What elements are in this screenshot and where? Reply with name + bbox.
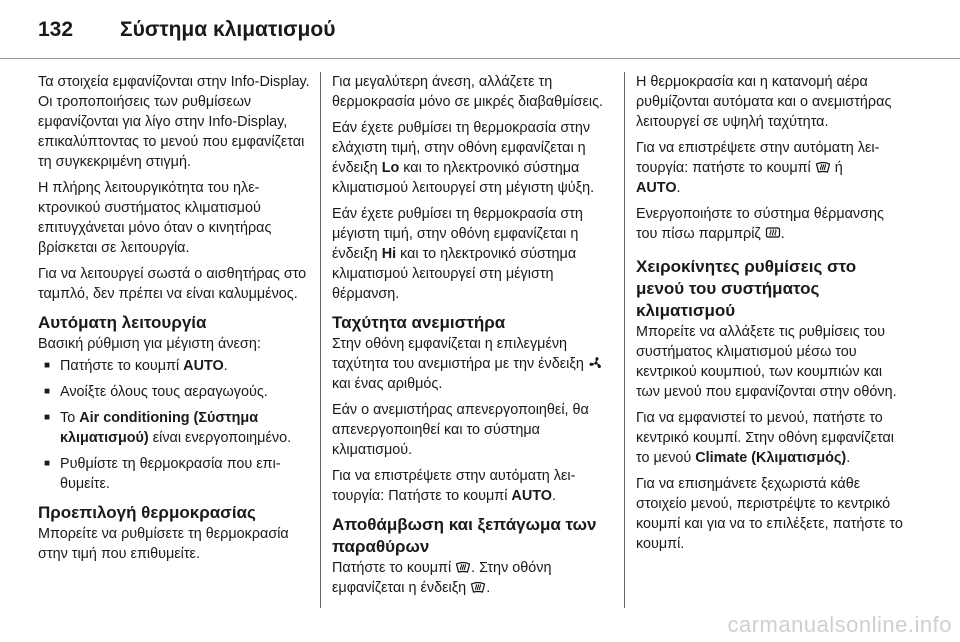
paragraph: Για να λειτουργεί σωστά ο αισθητήρας στο ταμπλό, δεν πρέπει να είναι καλυμμένος. — [38, 266, 307, 302]
header-rule — [0, 58, 960, 59]
paragraph — [332, 466, 612, 506]
text: . — [846, 450, 851, 466]
text: Πατήστε το κουμπί — [332, 560, 456, 576]
paragraph: Μπορείτε να αλλάξετε τις ρυθμίσεις του συστήματος κλιματισμού μέσω του κεντρικού κουμπιού, των κουμπιών και των μενού που εμφανίζονται στην οθόνη. — [636, 324, 897, 400]
text: . — [223, 358, 228, 374]
text: . — [486, 580, 491, 596]
text: Ενεργοποιήστε το σύστημα θέρμανσης του πίσω παρμπρίζ — [636, 206, 884, 242]
text: Στην οθόνη εμφανίζεται η επιλεγμένη ταχύτητα του ανεμιστήρα με την ένδειξη — [332, 336, 588, 372]
paragraph: Η πλήρης λειτουργικότητα του ηλεκτρονικού συστήματος κλιματισμού επιτυγχάνεται μόνο όταν ο κινητήρας βρίσκεται σε λειτουργία. — [38, 180, 272, 256]
page-title: Σύστημα κλιματισμού — [120, 18, 336, 41]
heading-auto-mode: Αυτόματη λειτουργία — [38, 313, 207, 332]
paragraph — [636, 204, 908, 244]
column-1 — [38, 72, 310, 570]
page-header — [38, 18, 335, 42]
paragraph: Τα στοιχεία εμφανίζονται στην Info-Display. Οι τροποποιήσεις των ρυθμίσεων εμφανίζονται για λίγο στην Info-Display, επικαλύπτοντας το μενού που εμφανίζεται τη συγκεκριμένη στιγμή. — [38, 74, 310, 170]
paragraph: Για μεγαλύτερη άνεση, αλλάζετε τη θερμοκρασία μόνο σε μικρές διαβαθμίσεις. — [332, 74, 604, 110]
windscreen-defrost-icon — [815, 160, 831, 174]
paragraph — [636, 138, 908, 198]
text: είναι ενεργοποιημένο. — [148, 430, 292, 446]
paragraph: Μπορείτε να ρυθμίσετε τη θερμοκρασία στην τιμή που επιθυμείτε. — [38, 526, 289, 562]
column-3 — [636, 72, 908, 560]
paragraph — [332, 118, 612, 198]
paragraph: Βασική ρύθμιση για μέγιστη άνεση: — [38, 336, 261, 352]
auto-label: AUTO — [183, 358, 224, 374]
windscreen-defrost-icon — [470, 580, 486, 594]
heading-defrost: Αποθάμβωση και ξεπάγωμα των παραθύρων — [332, 515, 597, 556]
auto-steps-list — [38, 356, 310, 494]
text: Για να επιστρέψετε στην αυτόματη λειτουργία: Πατήστε το κουμπί — [332, 468, 576, 504]
climate-menu-label: Climate (Κλιματισμός) — [695, 450, 847, 466]
paragraph: Εάν ο ανεμιστήρας απενεργοποιηθεί, θα απενεργοποιηθεί και το σύστημα κλιματισμού. — [332, 402, 589, 458]
text: Ανοίξτε όλους τους αεραγωγούς. — [60, 384, 268, 400]
paragraph — [332, 204, 612, 304]
text: . — [551, 488, 556, 504]
text: . — [780, 226, 785, 242]
heading-fan-speed: Ταχύτητα ανεμιστήρα — [332, 313, 506, 332]
heading-temperature-preset: Προεπιλογή θερμοκρασίας — [38, 503, 256, 522]
text: Το — [60, 410, 80, 426]
list-item — [38, 356, 310, 376]
page-number: 132 — [38, 18, 74, 41]
text: Για να επιστρέψετε στην αυτόματη λειτουργία: πατήστε το κουμπί — [636, 140, 880, 176]
text: και το ηλεκτρονικό σύστημα κλιματισμού λειτουργεί στη μέγιστη θέρμανση. — [332, 246, 577, 302]
paragraph — [332, 334, 612, 394]
text: Πατήστε το κουμπί — [60, 358, 184, 374]
list-item — [38, 454, 310, 494]
text: Εάν έχετε ρυθμίσει τη θερμοκρασία στη μέγιστη τιμή, στην οθόνη εμφανίζεται η ένδειξη — [332, 206, 583, 262]
column-2 — [332, 72, 612, 604]
text: και ένας αριθμός. — [332, 376, 443, 392]
column-divider-2 — [624, 72, 625, 608]
text: . Στην οθόνη εμφανίζεται η ένδειξη — [332, 560, 552, 596]
text: ή — [830, 160, 843, 176]
text: . — [676, 180, 681, 196]
hi-label: Hi — [381, 246, 397, 262]
paragraph: Η θερμοκρασία και η κατανομή αέρα ρυθμίζονται αυτόματα και ο ανεμιστήρας λειτουργεί σε υψηλή ταχύτητα. — [636, 74, 892, 130]
heading-manual-settings: Χειροκίνητες ρυθμίσεις στο μενού του συστήματος κλιματισμού — [636, 257, 857, 320]
column-divider-1 — [320, 72, 321, 608]
list-item — [38, 408, 310, 448]
lo-label: Lo — [381, 160, 400, 176]
text: Για να εμφανιστεί το μενού, πατήστε το κεντρικό κουμπί. Στην οθόνη εμφανίζεται το μενού — [636, 410, 895, 466]
text: και το ηλεκτρονικό σύστημα κλιματισμού λειτουργεί στη μέγιστη ψύξη. — [332, 160, 595, 196]
fan-icon — [588, 356, 604, 370]
text: Εάν έχετε ρυθμίσει τη θερμοκρασία στην ελάχιστη τιμή, στην οθόνη εμφανίζεται η ένδειξη — [332, 120, 591, 176]
paragraph — [332, 558, 612, 598]
list-item — [38, 382, 310, 402]
paragraph — [636, 408, 908, 468]
text: Ρυθμίστε τη θερμοκρασία που επιθυμείτε. — [60, 456, 281, 492]
windscreen-defrost-icon — [455, 560, 471, 574]
air-conditioning-label: Air conditioning (Σύστημα κλιματισμού) — [60, 410, 259, 446]
auto-label: AUTO — [636, 180, 677, 196]
paragraph: Για να επισημάνετε ξεχωριστά κάθε στοιχείο μενού, περιστρέψτε το κεντρικό κουμπί και για να το επιλέξετε, πατήστε το κουμπί. — [636, 476, 903, 552]
rear-window-heating-icon — [765, 226, 781, 240]
auto-label: AUTO — [511, 488, 552, 504]
watermark: carmanualsonline.info — [727, 612, 952, 637]
